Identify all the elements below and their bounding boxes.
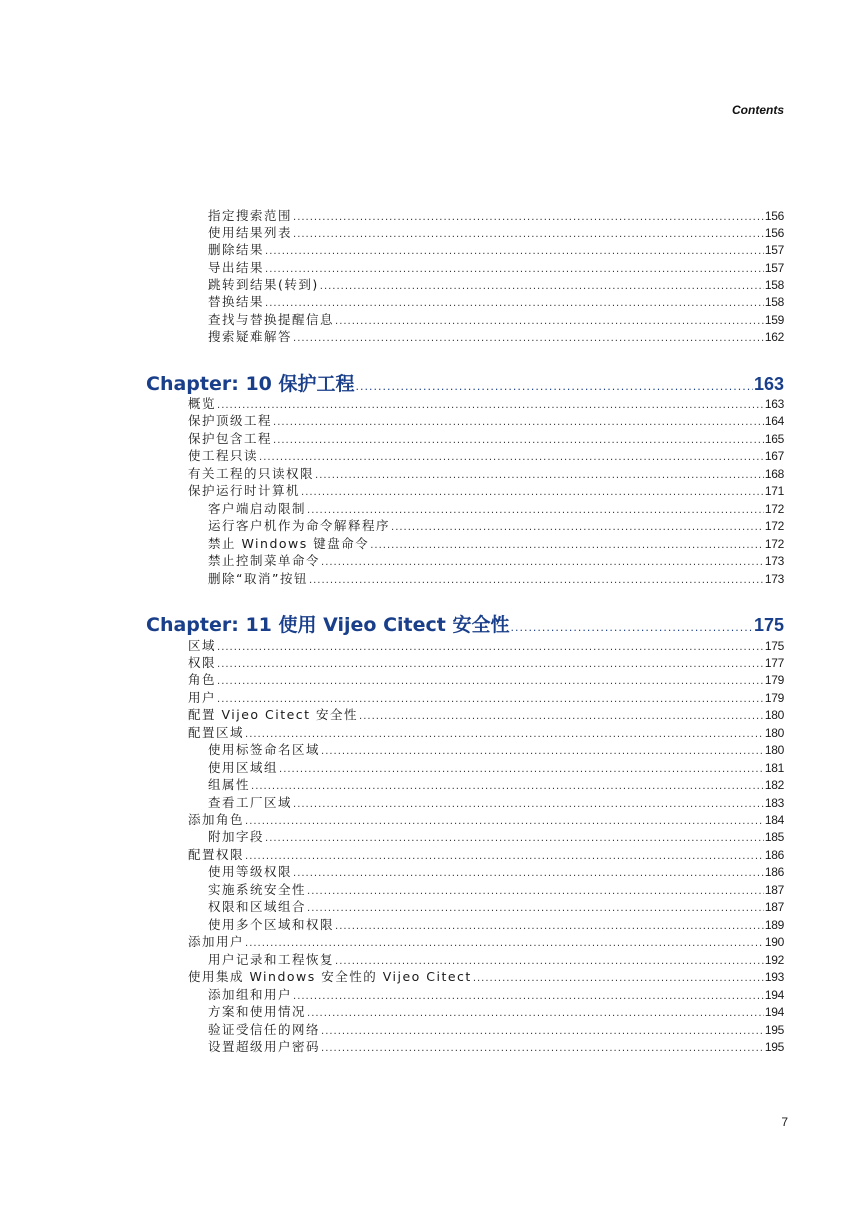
toc-chapter-entry[interactable] <box>146 372 784 396</box>
toc-dot-leader <box>321 1040 764 1057</box>
toc-dot-leader <box>245 935 764 952</box>
toc-entry-title: 方案和使用情况 <box>208 1004 307 1019</box>
page-number: 7 <box>781 1115 788 1129</box>
toc-entry-page: 156 <box>764 209 784 223</box>
toc-dot-leader <box>307 900 764 917</box>
toc-entry-title: 验证受信任的网络 <box>208 1022 321 1037</box>
toc-dot-leader <box>217 673 764 690</box>
toc-entry-title: Chapter: 11 使用 Vijeo Citect 安全性 <box>146 614 510 636</box>
toc-entry-page: 172 <box>764 502 784 516</box>
toc-entry-title: 配置权限 <box>188 847 245 862</box>
toc-entry[interactable] <box>188 706 784 723</box>
toc-dot-leader <box>307 1005 764 1022</box>
toc-entry-title: 使用区域组 <box>208 760 279 775</box>
toc-entry[interactable] <box>188 465 784 482</box>
toc-entry-title: 添加角色 <box>188 812 245 827</box>
toc-entry-title: 使工程只读 <box>188 448 259 463</box>
toc-entry[interactable] <box>208 916 784 933</box>
toc-entry-title: 指定搜索范围 <box>208 208 293 223</box>
toc-entry[interactable] <box>208 535 784 552</box>
toc-entry-page: 167 <box>764 449 784 463</box>
toc-entry-title: 配置 Vijeo Citect 安全性 <box>188 707 359 722</box>
toc-dot-leader <box>301 484 764 501</box>
toc-entry-title: 区域 <box>188 638 217 653</box>
toc-entry-page: 180 <box>764 743 784 757</box>
toc-entry-page: 177 <box>764 656 784 670</box>
toc-entry-page: 168 <box>764 467 784 481</box>
toc-entry-page: 173 <box>764 554 784 568</box>
toc-dot-leader <box>265 830 764 847</box>
toc-entry-title: 使用标签命名区域 <box>208 742 321 757</box>
toc-entry[interactable] <box>208 517 784 534</box>
toc-entry-page: 165 <box>764 432 784 446</box>
toc-entry[interactable] <box>208 570 784 587</box>
toc-entry-page: 189 <box>764 918 784 932</box>
toc-entry[interactable] <box>208 276 784 293</box>
toc-entry-title: 添加用户 <box>188 934 245 949</box>
toc-entry-title: 搜索疑难解答 <box>208 329 293 344</box>
toc-entry-page: 171 <box>764 484 784 498</box>
toc-entry-page: 164 <box>764 414 784 428</box>
toc-entry-title: 禁止 Windows 键盘命令 <box>208 536 370 551</box>
toc-entry-title: 运行客户机作为命令解释程序 <box>208 518 391 533</box>
toc-entry[interactable] <box>188 933 784 950</box>
toc-entry[interactable] <box>188 846 784 863</box>
toc-entry-title: 实施系统安全性 <box>208 882 307 897</box>
toc-entry-page: 195 <box>764 1040 784 1054</box>
toc-entry-page: 187 <box>764 883 784 897</box>
toc-entry-title: 概览 <box>188 396 217 411</box>
toc-entry-title: 使用集成 Windows 安全性的 Vijeo Citect <box>188 969 472 984</box>
toc-entry[interactable] <box>208 1038 784 1055</box>
toc-dot-leader <box>359 708 764 725</box>
toc-entry-page: 159 <box>764 313 784 327</box>
toc-entry-page: 179 <box>764 691 784 705</box>
toc-dot-leader <box>321 743 764 760</box>
running-header: Contents <box>732 103 784 117</box>
toc-entry[interactable] <box>208 863 784 880</box>
toc-entry-page: 172 <box>764 537 784 551</box>
toc-entry-page: 163 <box>764 397 784 411</box>
toc-entry-page: 193 <box>764 970 784 984</box>
toc-dot-leader <box>265 295 764 312</box>
toc-entry[interactable] <box>188 671 784 688</box>
toc-entry-page: 183 <box>764 796 784 810</box>
toc-entry[interactable] <box>208 552 784 569</box>
toc-entry-page: 184 <box>764 813 784 827</box>
toc-entry[interactable] <box>188 654 784 671</box>
toc-entry-title: 权限和区域组合 <box>208 899 307 914</box>
toc-entry-title: 使用结果列表 <box>208 225 293 240</box>
toc-entry-page: 190 <box>764 935 784 949</box>
toc-entry-page: 172 <box>764 519 784 533</box>
toc-entry[interactable] <box>208 759 784 776</box>
toc-entry[interactable] <box>188 395 784 412</box>
toc-entry-title: 替换结果 <box>208 294 265 309</box>
toc-entry-page: 186 <box>764 848 784 862</box>
toc-dot-leader <box>259 449 764 466</box>
toc-entry[interactable] <box>208 259 784 276</box>
toc-entry-title: 保护包含工程 <box>188 431 273 446</box>
toc-dot-leader <box>251 778 764 795</box>
toc-dot-leader <box>293 865 764 882</box>
toc-entry-title: 导出结果 <box>208 260 265 275</box>
toc-entry[interactable] <box>208 986 784 1003</box>
toc-entry[interactable] <box>208 293 784 310</box>
toc-entry[interactable] <box>208 1003 784 1020</box>
toc-entry[interactable] <box>208 500 784 517</box>
toc-entry[interactable] <box>208 828 784 845</box>
toc-entry-title: 查找与替换提醒信息 <box>208 312 335 327</box>
toc-entry-page: 194 <box>764 988 784 1002</box>
toc-entry[interactable] <box>208 241 784 258</box>
toc-dot-leader <box>265 243 764 260</box>
toc-entry-page: 163 <box>753 374 784 394</box>
toc-entry-page: 195 <box>764 1023 784 1037</box>
toc-entry-page: 186 <box>764 865 784 879</box>
toc-entry-title: 有关工程的只读权限 <box>188 466 315 481</box>
toc-entry[interactable] <box>188 637 784 654</box>
toc-entry[interactable] <box>188 968 784 985</box>
toc-entry[interactable] <box>208 311 784 328</box>
toc-entry-page: 179 <box>764 673 784 687</box>
toc-entry[interactable] <box>188 811 784 828</box>
toc-entry-page: 182 <box>764 778 784 792</box>
toc-entry-page: 180 <box>764 726 784 740</box>
toc-entry-title: 用户记录和工程恢复 <box>208 952 335 967</box>
toc-entry-page: 187 <box>764 900 784 914</box>
toc-entry-page: 181 <box>764 761 784 775</box>
toc-entry[interactable] <box>188 412 784 429</box>
toc-entry-title: 用户 <box>188 690 217 705</box>
toc-entry-title: 保护顶级工程 <box>188 413 273 428</box>
toc-dot-leader <box>293 330 764 347</box>
toc-entry[interactable] <box>208 794 784 811</box>
toc-entry[interactable] <box>188 447 784 464</box>
toc-entry-title: 查看工厂区域 <box>208 795 293 810</box>
toc-entry[interactable] <box>208 328 784 345</box>
toc-dot-leader <box>309 572 764 589</box>
toc-entry-page: 158 <box>764 295 784 309</box>
toc-entry-page: 175 <box>753 615 784 635</box>
toc-entry[interactable] <box>208 898 784 915</box>
toc-entry-title: 删除结果 <box>208 242 265 257</box>
toc-entry-title: 角色 <box>188 672 217 687</box>
toc-entry-page: 157 <box>764 261 784 275</box>
toc-entry-title: 添加组和用户 <box>208 987 293 1002</box>
toc-entry-title: 使用等级权限 <box>208 864 293 879</box>
toc-entry-title: 附加字段 <box>208 829 265 844</box>
toc-entry-title: 保护运行时计算机 <box>188 483 301 498</box>
toc-entry-page: 157 <box>764 243 784 257</box>
toc-entry[interactable] <box>188 689 784 706</box>
toc-entry-title: 禁止控制菜单命令 <box>208 553 321 568</box>
toc-entry[interactable] <box>188 482 784 499</box>
toc-entry[interactable] <box>208 207 784 224</box>
toc-entry[interactable] <box>188 724 784 741</box>
toc-entry[interactable] <box>208 881 784 898</box>
toc-entry[interactable] <box>208 951 784 968</box>
toc-entry[interactable] <box>208 1021 784 1038</box>
toc-entry-title: 设置超级用户密码 <box>208 1039 321 1054</box>
toc-entry-page: 162 <box>764 330 784 344</box>
toc-entry-title: 配置区域 <box>188 725 245 740</box>
toc-dot-leader <box>273 414 764 431</box>
toc-entry-title: 组属性 <box>208 777 251 792</box>
toc-entry-page: 173 <box>764 572 784 586</box>
toc-entry-page: 175 <box>764 639 784 653</box>
toc-entry-page: 192 <box>764 953 784 967</box>
toc-dot-leader <box>391 519 764 536</box>
toc-entry-title: 客户端启动限制 <box>208 501 307 516</box>
toc-dot-leader <box>321 554 764 571</box>
toc-entry-page: 156 <box>764 226 784 240</box>
toc-entry-title: Chapter: 10 保护工程 <box>146 373 355 395</box>
toc-entry-page: 158 <box>764 278 784 292</box>
toc-entry-page: 180 <box>764 708 784 722</box>
toc-dot-leader <box>473 970 764 987</box>
toc-entry-title: 使用多个区域和权限 <box>208 917 335 932</box>
toc-entry-title: 删除“取消”按钮 <box>208 571 308 586</box>
toc-entry[interactable] <box>208 776 784 793</box>
toc-entry-title: 权限 <box>188 655 217 670</box>
toc-entry-page: 185 <box>764 830 784 844</box>
toc-entry[interactable] <box>208 224 784 241</box>
toc-entry-title: 跳转到结果(转到) <box>208 277 319 292</box>
toc-chapter-entry[interactable] <box>146 613 784 637</box>
toc-entry-page: 194 <box>764 1005 784 1019</box>
toc-entry[interactable] <box>208 741 784 758</box>
toc-entry[interactable] <box>188 430 784 447</box>
